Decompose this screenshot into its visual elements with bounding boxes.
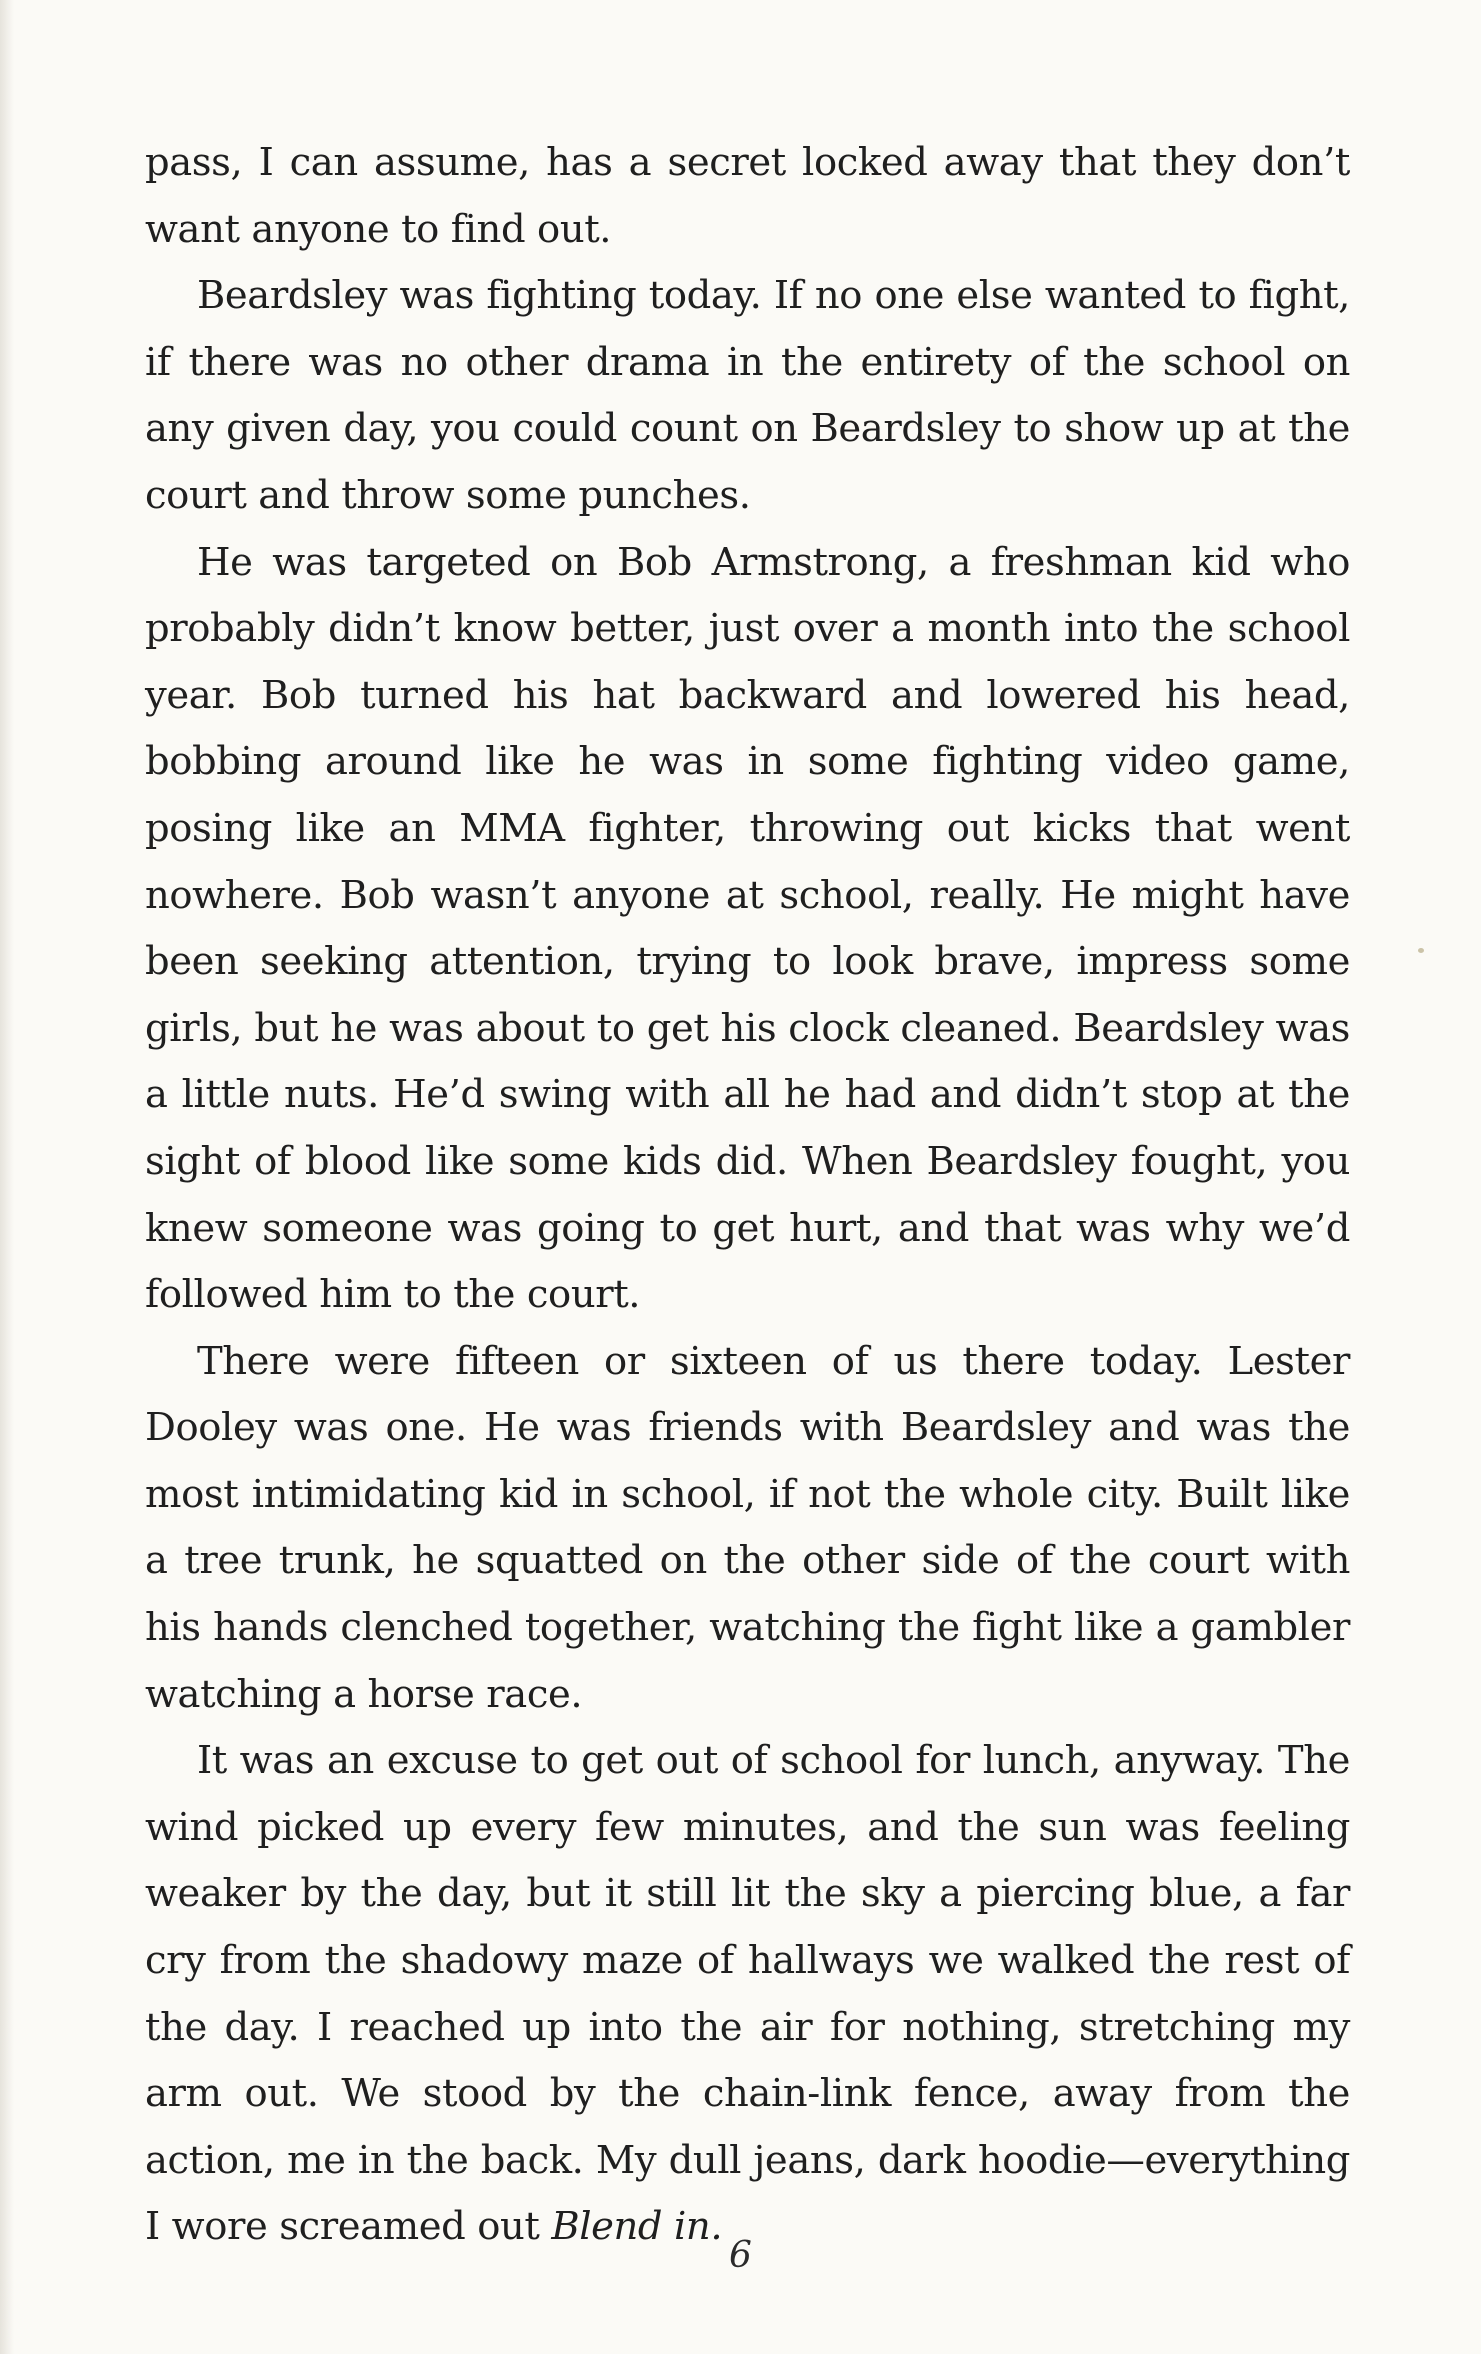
paper-speck <box>1418 948 1424 953</box>
paragraph-1: pass, I can assume, has a secret locked away that they don’t want anyone to find out. <box>145 140 1350 252</box>
paragraph-4: There were fifteen or sixteen of us there today. Lester Dooley was one. He was friends with Beardsley and was the most intimidating kid in school, if not the whole city. Built like a tree trunk, he squatted on the other side of the court with his hands clenched together, watching the fight like a gambler watching a horse race. <box>145 1338 1350 1717</box>
paragraph-5 <box>145 1728 1350 2261</box>
paragraph-2: Beardsley was fighting today. If no one else wanted to fight, if there was no other drama in the entirety of the school on any given day, you could count on Beardsley to show up at the court and throw some punches. <box>145 273 1350 518</box>
page-number: 6 <box>729 2235 752 2276</box>
body-text <box>145 130 1350 2261</box>
paragraph-5-text: It was an excuse to get out of school for lunch, anyway. The wind picked up every few minutes, and the sun was feeling weaker by the day, but it still lit the sky a piercing blue, a far cry from the shadowy maze of hallways we walked the rest of the day. I reached up into the air for nothing, stretching my arm out. We stood by the chain-link fence, away from the action, me in the back. My dull jeans, dark hoodie—everything I wore screamed out <box>145 1738 1350 2250</box>
paragraph-3: He was targeted on Bob Armstrong, a freshman kid who probably didn’t know better, just over a month into the school year. Bob turned his hat backward and lowered his head, bobbing around like he was in some fighting video game, posing like an MMA fighter, throwing out kicks that went nowhere. Bob wasn’t anyone at school, really. He might have been seeking attention, trying to look brave, impress some girls, but he was about to get his clock cleaned. Beardsley was a little nuts. He’d swing with all he had and didn’t stop at the sight of blood like some kids did. When Beardsley fought, you knew someone was going to get hurt, and that was why we’d followed him to the court. <box>145 539 1350 1318</box>
emphasis-text: Blend in. <box>551 2204 723 2250</box>
